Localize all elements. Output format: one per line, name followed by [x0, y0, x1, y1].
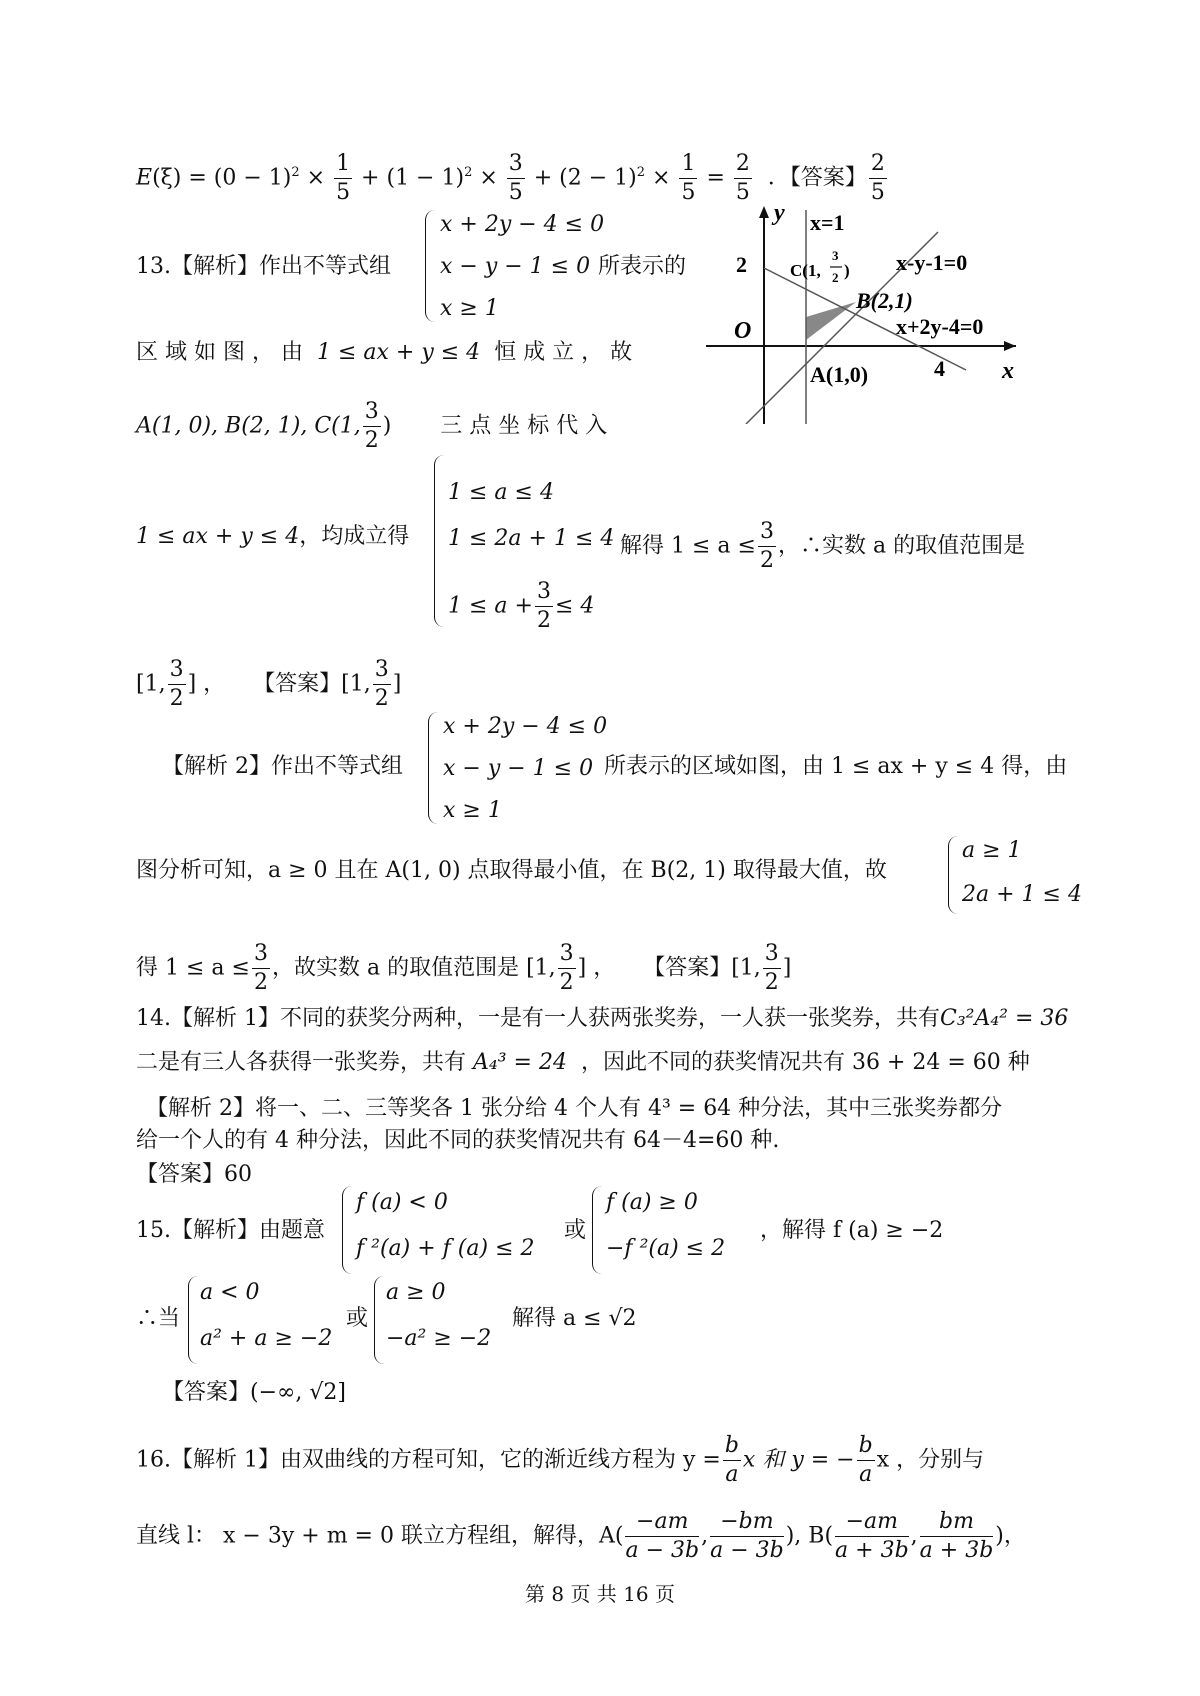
feasible-region-graph — [706, 200, 1026, 424]
sol2-intro: 【解析 2】作出不等式组 — [162, 754, 403, 779]
label-line2: x+2y-4=0 — [896, 314, 984, 339]
q13-intro: 13.【解析】作出不等式组 — [136, 254, 391, 279]
q14-line4: 给一个人的有 4 种分法，因此不同的获奖情况共有 64－4=60 种. — [136, 1128, 780, 1153]
tick-4: 4 — [934, 356, 945, 381]
q14-line1: 14.【解析 1】不同的获奖分两种，一是有一人获两张奖券，一人获一张奖券，共有C₃²A₄² = 36 — [136, 1006, 1069, 1031]
q13-line5: [1, $\frac{3}{2}$ ] ， 【答案】[1, $\frac{3}{2}$ ] — [136, 657, 402, 711]
y-label: y — [774, 200, 785, 226]
origin-label: O — [734, 318, 752, 344]
fraction: $\frac{1}{5}$ — [336, 151, 351, 205]
page-footer: 第 8 页 共 16 页 — [525, 1582, 675, 1606]
y-arrow — [759, 206, 769, 218]
q15-after: ，解得 f (a) ≥ −2 — [760, 1218, 944, 1243]
label-x-eq-1: x=1 — [810, 210, 845, 235]
brace — [342, 1186, 353, 1274]
q13-line3: A(1, 0), B(2, 1), C(1, $\frac{3}{2}$ ) 三 点 坐 标 代 入 — [136, 399, 608, 453]
q14-line3: 【解析 2】将一、二、三等奖各 1 张分给 4 个人有 4³ = 64 种分法，其中三张奖券都分 — [146, 1096, 1003, 1121]
point-c-label: C(1, — [790, 261, 821, 280]
q16-line1: 16.【解析 1】由双曲线的方程可知，它的渐近线方程为 y = $\frac{b}{a}$ x 和 y = − $\frac{b}{a}$ x ，分别与 — [136, 1433, 985, 1487]
label-line1: x-y-1=0 — [896, 250, 968, 275]
text: + (1 − 1) — [354, 165, 465, 191]
brace — [188, 1276, 199, 1364]
sol2-line3: 得 1 ≤ a ≤ $\frac{3}{2}$ ，故实数 a 的取值范围是 [1, $\frac{3}{2}$ ] ， 【答案】[1, $\frac{3}{2}$ ] — [136, 941, 792, 995]
q13-after: 所表示的 — [598, 254, 687, 279]
point-c-den: 2 — [832, 270, 839, 285]
tick-2: 2 — [736, 252, 747, 277]
x-arrow — [1004, 341, 1016, 351]
fraction: $\frac{1}{5}$ — [681, 151, 696, 205]
brace — [374, 1276, 385, 1364]
q15-or2: 或 — [346, 1306, 369, 1331]
brace — [434, 455, 445, 627]
q15-answer: 【答案】(−∞, √2] — [162, 1380, 346, 1405]
q15-intro: 15.【解析】由题意 — [136, 1218, 325, 1243]
inequality: x + 2y − 4 ≤ 0 — [440, 212, 605, 237]
inequality: x − y − 1 ≤ 0 — [440, 254, 591, 279]
point-a-label: A(1,0) — [810, 362, 869, 387]
brace — [425, 210, 436, 322]
sol2-line2: 图分析可知，a ≥ 0 且在 A(1, 0) 点取得最小值，在 B(2, 1) 取得最大值，故 — [136, 858, 887, 883]
fraction: $\frac{2}{5}$ — [735, 151, 750, 205]
q14-line2: 二是有三人各获得一张奖券，共有 A₄³ = 24 ，因此不同的获奖情况共有 36 + 24 = 60 种 — [136, 1050, 1030, 1075]
document-page: $E(\xi) = (0 - 1)^2$ × $\frac{1}{5}$ + $(1 - 1)^2$ × $\frac{3}{5}$ + $(2 - 1)^2$ × $\frac{1}{5}$ = $\frac{2}{5}$ ．【答案】 $\frac{2}{5}$ 13.【解析】作出不等式组 x + 2y − 4 ≤ 0 x − y − 1 ≤ 0 x ≥ 1 所表示的 区 域 如 图 ， 由 1 ≤ ax + y ≤ 4 恒 成 立 ， 故 A(1, 0), B(2, 1), C(1, $\frac{3}{2}$ ) 三 点 坐 标 代 入 1 ≤ ax + y ≤ 4，均成立得 1 ≤ a ≤ 4 1 ≤ 2a + 1 ≤ 4 1 ≤ a + $\frac{3}{2}$ ≤ 4 解得 1 ≤ a ≤ $\frac{3}{2}$ ，∴实数 a 的取值范围是 [1, $\frac{3}{2}$ ] ， 【答案】[1, $\frac{3}{2}$ ] y x O 2 4 x=1 x-y-1=0 x+2y-4=0 B(2,1) A(1,0) C(1, 3 2 ) 【解析 2】作出不等式组 x + 2y − 4 ≤ 0 x − y − 1 ≤ 0 x ≥ 1 所表示的区域如图，由 1 ≤ ax + y ≤ 4 得，由 图分析可知，a ≥ 0 且在 A(1, 0) 点取得最小值，在 B(2, 1) 取得最大值，故 a ≥ 1 2a + 1 ≤ 4 得 1 ≤ a ≤ $\frac{3}{2}$ ，故实数 a 的取值范围是 [1, $\frac{3}{2}$ ] ， 【答案】[1, $\frac{3}{2}$ ] 14.【解析 1】不同的获奖分两种，一是有一人获两张奖券，一人获一张奖券，共有C₃²A₄² = 36 二是有三人各获得一张奖券，共有 A₄³ = 24 ，因此不同的获奖情况共有 36 + 24 = 60 种 【解析 2】将一、二、三等奖各 1 张分给 4 个人有 4³ = 64 种分法，其中三张奖券都分 给一个人的有 4 种分法，因此不同的获奖情况共有 64－4=60 种. 【答案】60 15.【解析】由题意 f (a) < 0 f ²(a) + f (a) ≤ 2 或 f (a) ≥ 0 −f ²(a) ≤ 2 ，解得 f (a) ≥ −2 ∴当 a < 0 a² + a ≥ −2 或 a ≥ 0 −a² ≥ −2 解得 a ≤ √2 【答案】(−∞, √2] 16.【解析 1】由双曲线的方程可知，它的渐近线方程为 y = $\frac{b}{a}$ x 和 y = − $\frac{b}{a}$ x ，分别与 直线 l： x − 3y + m = 0 联立方程组，解得，A( $\frac{-am}{a - 3b}$ , $\frac{-bm}{a - 3b}$ ), B( $\frac{-am}{a + 3b}$ , $\frac{bm}{a + 3b}$ )， 第 8 页 共 16 页 — [0, 0, 1200, 1696]
inequality: x ≥ 1 — [440, 296, 499, 321]
q14-answer: 【答案】60 — [136, 1162, 252, 1187]
point-c-num: 3 — [832, 248, 839, 263]
x-label: x — [1002, 358, 1014, 384]
q15-when: ∴当 — [136, 1306, 181, 1331]
answer-label: 【答案】 — [789, 165, 867, 191]
text: (ξ) = (0 − 1) — [152, 165, 292, 191]
brace — [592, 1186, 603, 1274]
sol2-after: 所表示的区域如图，由 1 ≤ ax + y ≤ 4 得，由 — [604, 754, 1068, 779]
point-b-label: B(2,1) — [856, 288, 913, 313]
brace — [948, 836, 959, 914]
fraction: $\frac{3}{5}$ — [508, 151, 523, 205]
point-c-close: ) — [844, 261, 850, 280]
q13-line2: 区 域 如 图 ， 由 1 ≤ ax + y ≤ 4 恒 成 立 ， 故 — [136, 340, 633, 365]
text: E — [136, 165, 153, 191]
q16-line2: 直线 l： x − 3y + m = 0 联立方程组，解得，A( $\frac{-am}{a - 3b}$ , $\frac{-bm}{a - 3b}$ ), B( $\frac{-am}{a + 3b}$ , $\frac{bm}{a + 3b}$ )， — [136, 1509, 1026, 1563]
fraction: $\frac{2}{5}$ — [870, 151, 885, 205]
q13-solve: 解得 1 ≤ a ≤ $\frac{3}{2}$ ，∴实数 a 的取值范围是 — [620, 519, 1026, 573]
q13-line4: 1 ≤ ax + y ≤ 4，均成立得 — [136, 524, 410, 549]
q15-or: 或 — [564, 1218, 587, 1243]
brace — [428, 712, 439, 824]
line-variance: $E(\xi) = (0 - 1)^2$ × $\frac{1}{5}$ + $(1 - 1)^2$ × $\frac{3}{5}$ + $(2 - 1)^2$ × $\frac{1}{5}$ = $\frac{2}{5}$ ．【答案】 $\frac{2}{5}$ — [136, 151, 885, 205]
q15-sol: 解得 a ≤ √2 — [512, 1306, 637, 1331]
text: × — [299, 165, 333, 191]
text: 2 — [291, 165, 300, 181]
